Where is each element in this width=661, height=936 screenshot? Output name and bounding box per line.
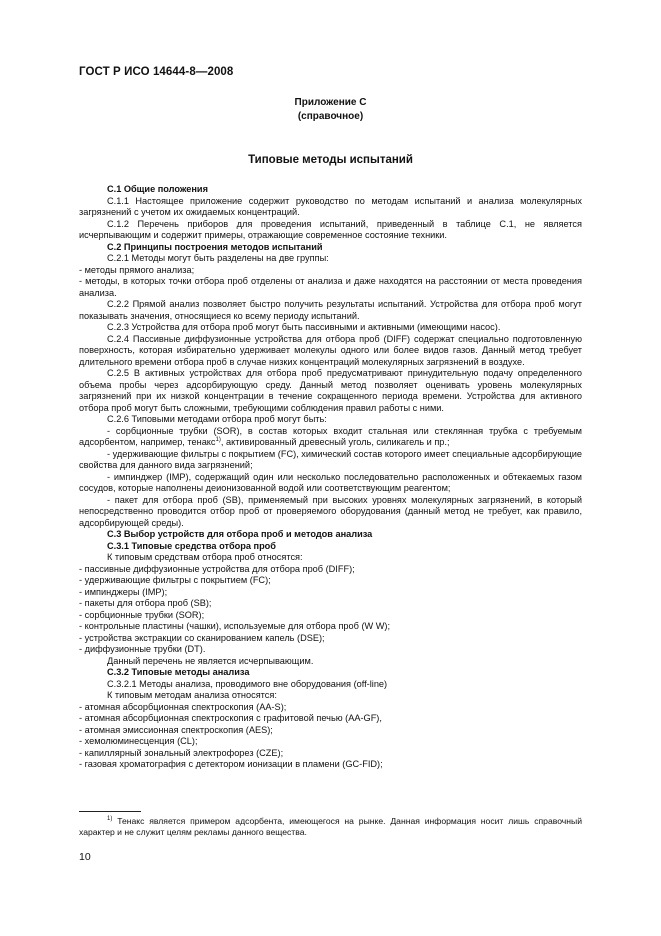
document-id: ГОСТ Р ИСО 14644-8—2008 bbox=[79, 66, 234, 78]
footnote-text-block bbox=[79, 816, 582, 838]
paragraph: Данный перечень не является исчерпывающим. bbox=[107, 655, 314, 666]
list-item: - импинджеры (IMP); bbox=[79, 586, 168, 597]
annex-body bbox=[79, 184, 582, 771]
list-item: - газовая хроматография с детектором ионизации в пламени (GC-FID); bbox=[79, 759, 383, 769]
list-item: - методы прямого анализа; bbox=[79, 264, 195, 275]
subsection-heading: С.3.2 Типовые методы анализа bbox=[107, 667, 250, 677]
list-item-text: , активированный древесный уголь, силикагель и пр.; bbox=[220, 437, 450, 447]
list-item bbox=[79, 426, 582, 449]
list-item: - атомная абсорбционная спектроскопия с графитовой печью (АА-GF), bbox=[79, 713, 382, 723]
annex-title: Типовые методы испытаний bbox=[248, 154, 413, 166]
list-item: - сорбционные трубки (SOR); bbox=[79, 609, 205, 620]
paragraph: С.2.1 Методы могут быть разделены на две группы: bbox=[107, 253, 329, 263]
list-item: - хемолюминесценция (CL); bbox=[79, 736, 198, 746]
list-item: - удерживающие фильтры с покрытием (FC); bbox=[79, 575, 271, 585]
page-number: 10 bbox=[79, 851, 91, 863]
paragraph: С.1.2 Перечень приборов для проведения испытаний, приведенный в таблице С.1, не является исчерпывающим и содержит примеры, отражающие современное состояние техники. bbox=[79, 218, 582, 240]
list-item: - атомная абсорбционная спектроскопия (АА-S); bbox=[79, 701, 287, 712]
footnote-reference: 1) bbox=[215, 436, 221, 443]
paragraph: С.1.1 Настоящее приложение содержит руководство по методам испытаний и анализа молекулярных загрязнений с учетом их ожидаемых концентраций. bbox=[79, 195, 582, 217]
footnote-text: Тенакс является примером адсорбента, имеющегося на рынке. Данная информация носит лишь справочный характер и не служит целям рекламы данного вещества. bbox=[79, 816, 583, 837]
footnote-divider bbox=[79, 811, 141, 812]
list-item: - контрольные пластины (чашки), используемые для отбора проб (W W); bbox=[79, 621, 391, 631]
footnote bbox=[79, 816, 582, 838]
list-item: - пакет для отбора проб (SB), применяемый при высоких уровнях молекулярных загрязнений, в который непосредственно проводится отбор проб от проверяемого оборудования (данный метод не требует, как правило, адсорбирующей среды). bbox=[79, 494, 582, 528]
annex-kind: (справочное) bbox=[297, 111, 364, 122]
footnote-mark: 1) bbox=[107, 816, 113, 823]
paragraph: С.2.2 Прямой анализ позволяет быстро получить результаты испытаний. Устройства для отбора проб могут показывать значения, относящиеся ко всему периоду испытаний. bbox=[79, 299, 582, 321]
section-heading: С.1 Общие положения bbox=[107, 184, 208, 194]
paragraph: С.2.3 Устройства для отбора проб могут быть пассивными и активными (имеющими насос). bbox=[107, 322, 501, 332]
list-item: - удерживающие фильтры с покрытием (FC), химический состав которого имеет специальные адсорбирующие свойства для данного вида загрязнений; bbox=[79, 448, 582, 470]
list-item-text: - сорбционные трубки (SOR), в состав которых входит стальная или стеклянная трубка с требуемым адсорбентом, например, тенакс bbox=[79, 425, 582, 447]
list-item: - капиллярный зональный электрофорез (CZE); bbox=[79, 747, 284, 758]
paragraph: К типовым средствам отбора проб относятся: bbox=[107, 552, 303, 562]
paragraph: С.2.4 Пассивные диффузионные устройства для отбора проб (DIFF) содержат специально подготовленную поверхность, которая избирательно удерживает молекулы одного или более видов газов. Данный метод требует длительного времени отбора проб в случае низких концентраций молекулярных загрязнений в воздухе. bbox=[79, 333, 582, 367]
section-heading: С.2 Принципы построения методов испытаний bbox=[107, 241, 323, 252]
section-heading: С.3 Выбор устройств для отбора проб и методов анализа bbox=[107, 529, 373, 539]
list-item: - устройства экстракции со сканированием капель (DSE); bbox=[79, 632, 325, 643]
annex-heading bbox=[79, 96, 582, 124]
list-item: - атомная эмиссионная спектроскопия (AES); bbox=[79, 724, 273, 735]
annex-label: Приложение С bbox=[294, 97, 367, 108]
paragraph: С.2.6 Типовыми методами отбора проб могут быть: bbox=[107, 414, 327, 424]
list-item: - импинджер (IMP), содержащий один или несколько последовательно расположенных и обтекаемых газом сосудов, которые наполнены деионизованной водой или соответствующим реагентом; bbox=[79, 471, 582, 493]
list-item: - диффузионные трубки (DT). bbox=[79, 644, 206, 654]
paragraph: С.2.5 В активных устройствах для отбора проб предусматривают принудительную подачу определенного объема пробы через адсорбирующую среду. Данный метод позволяет оценивать уровень молекулярных загрязнений при их низкой концентрации в течение сокращенного периода времени. Устройства для активного отбора проб могут быть сложными, требующими соблюдения правил работы с ними. bbox=[79, 368, 582, 413]
paragraph: С.3.2.1 Методы анализа, проводимого вне оборудования (off-line) bbox=[107, 678, 388, 689]
list-item: - методы, в которых точки отбора проб отделены от анализа и даже находятся на расстоянии от места проведения анализа. bbox=[79, 276, 582, 298]
list-item: - пассивные диффузионные устройства для отбора проб (DIFF); bbox=[79, 563, 355, 574]
paragraph: К типовым методам анализа относятся: bbox=[107, 690, 277, 700]
subsection-heading: С.3.1 Типовые средства отбора проб bbox=[107, 540, 276, 551]
list-item: - пакеты для отбора проб (SB); bbox=[79, 598, 212, 608]
